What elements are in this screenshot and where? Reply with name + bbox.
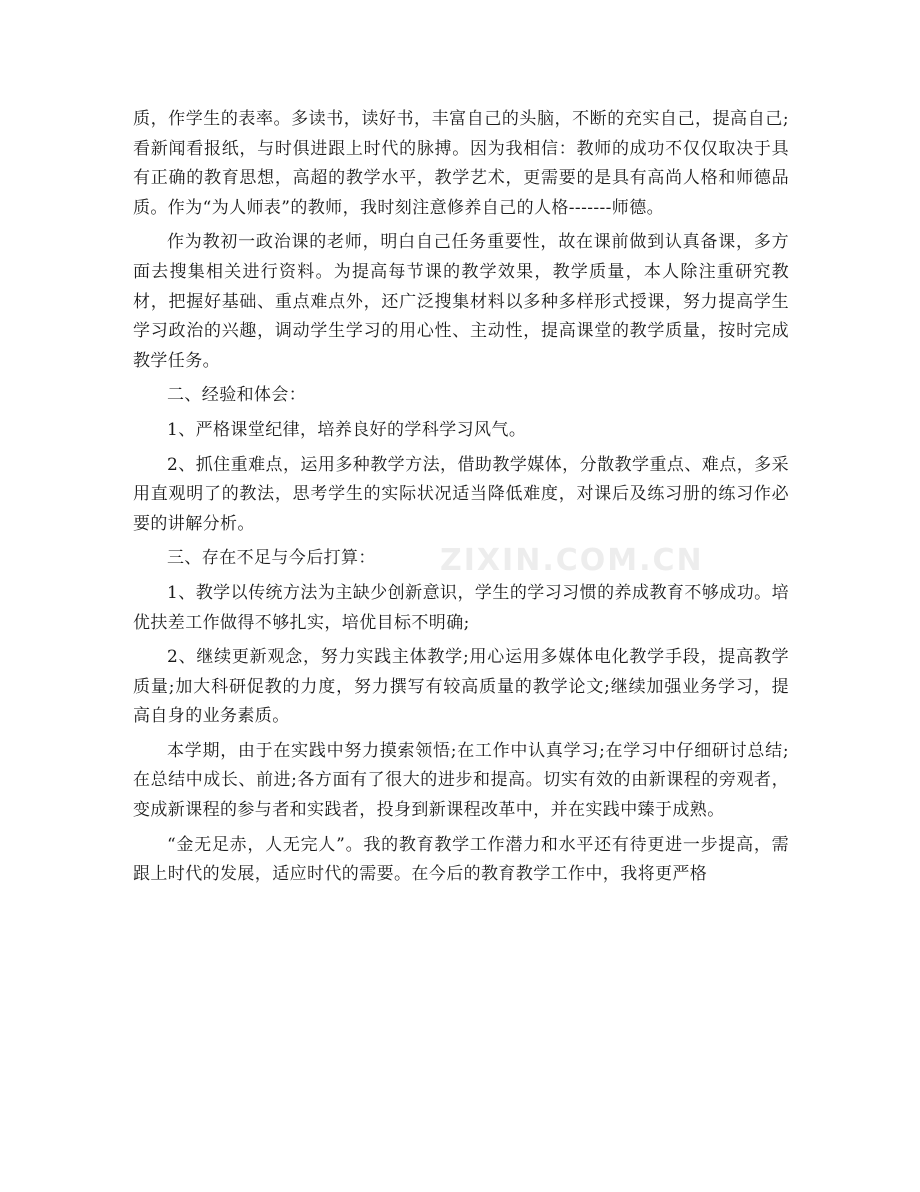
document-body — [133, 105, 789, 895]
list-item-shortcomings-1: 1、教学以传统方法为主缺少创新意识，学生的学习习惯的养成教育不够成功。培优扶差工作做得不够扎实，培优目标不明确; — [133, 582, 789, 633]
paragraph-continuation: 质，作学生的表率。多读书，读好书，丰富自己的头脑，不断的充实自己，提高自己;看新闻看报纸，与时俱进跟上时代的脉搏。因为我相信：教师的成功不仅仅取决于具有正确的教育思想，高超的教学水平，教学艺术，更需要的是具有高尚人格和师德品质。作为“为人师表”的教师，我时刻注意修养自己的人格-------师德。 — [133, 109, 789, 218]
paragraph-teaching-duties: 作为教初一政治课的老师，明白自己任务重要性，故在课前做到认真备课，多方面去搜集相关进行资料。为提高每节课的教学效果，教学质量，本人除注重研究教材，把握好基础、重点难点外，还广泛搜集材料以多种多样形式授课，努力提高学生学习政治的兴趣，调动学生学习的用心性、主动性，提高课堂的教学质量，按时完成教学任务。 — [133, 232, 789, 371]
section-heading-experience: 二、经验和体会： — [167, 385, 307, 406]
watermark-text: ZIXIN.COM.CN — [440, 543, 704, 578]
list-item-shortcomings-2: 2、继续更新观念，努力实践主体教学;用心运用多媒体电化教学手段，提高教学质量;加大科研促教的力度，努力撰写有较高质量的教学论文;继续加强业务学习，提高自身的业务素质。 — [133, 647, 789, 727]
section-heading-shortcomings: 三、存在不足与今后打算： — [167, 548, 376, 569]
list-item-experience-1: 1、严格课堂纪律，培养良好的学科学习风气。 — [167, 419, 527, 440]
paragraph-conclusion: “金无足赤，人无完人”。我的教育教学工作潜力和水平还有待更进一步提高，需跟上时代的发展，适应时代的需要。在今后的教育教学工作中，我将更严格 — [133, 834, 789, 885]
list-item-experience-2: 2、抓住重难点，运用多种教学方法，借助教学媒体，分散教学重点、难点，多采用直观明了的教法，思考学生的实际状况适当降低难度，对课后及练习册的练习作必要的讲解分析。 — [133, 454, 789, 534]
paragraph-semester-summary: 本学期，由于在实践中努力摸索领悟;在工作中认真学习;在学习中仔细研讨总结;在总结中成长、前进;各方面有了很大的进步和提高。切实有效的由新课程的旁观者，变成新课程的参与者和实践者，投身到新课程改革中，并在实践中臻于成熟。 — [133, 740, 789, 821]
